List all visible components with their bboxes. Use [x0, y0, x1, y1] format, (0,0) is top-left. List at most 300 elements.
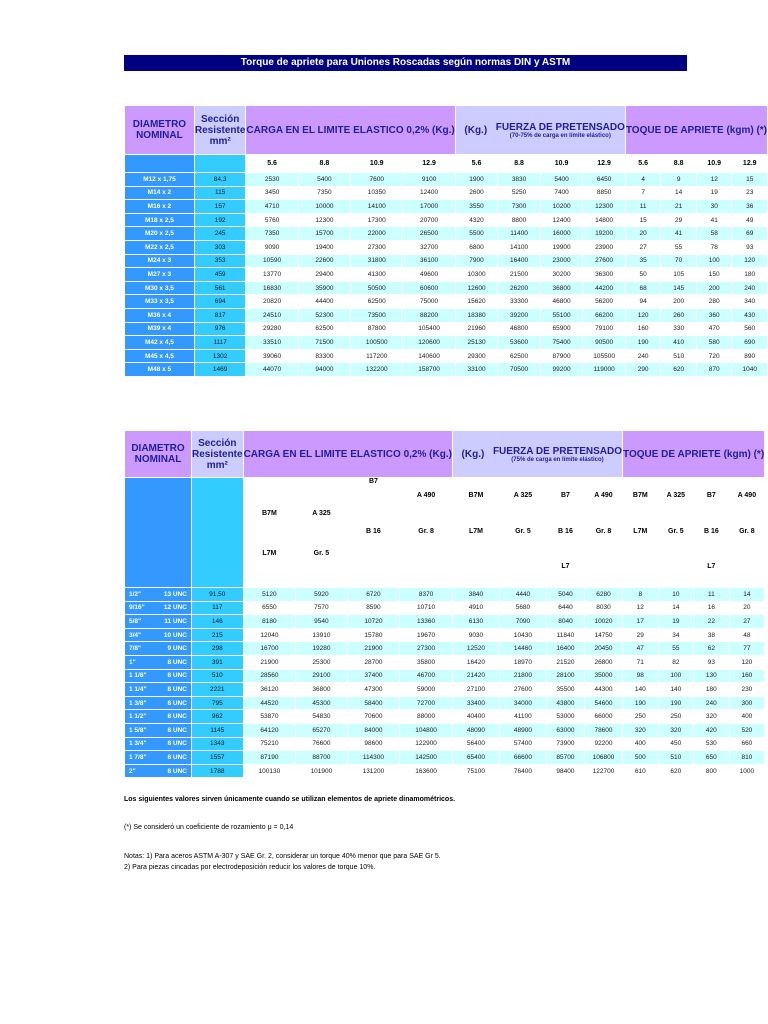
value-cell: 12520	[453, 642, 499, 655]
value-cell: 87190	[244, 751, 296, 764]
value-cell: 18380	[456, 309, 498, 322]
value-cell: 79100	[583, 323, 625, 336]
value-cell: 78	[697, 241, 732, 254]
diameter-size: 1 7/8"	[129, 753, 147, 761]
value-cell: 20450	[585, 642, 622, 655]
note-dinamometricos: Los siguientes valores sirven únicamente cuando se utilizan elementos de apriete dinamométricos.	[124, 796, 456, 803]
value-cell: 12600	[456, 282, 498, 295]
value-cell: 10710	[400, 602, 452, 615]
table-row	[125, 323, 767, 336]
value-cell: 48900	[500, 724, 546, 737]
diameter-cell	[125, 629, 191, 642]
value-cell: 122900	[400, 738, 452, 751]
value-cell: 35	[626, 255, 661, 268]
value-cell: 44520	[244, 697, 296, 710]
seccion-header: Sección Resistente mm²	[192, 431, 243, 477]
note-rozamiento: (*) Se consideró un coeficiente de rozamiento μ = 0,14	[124, 824, 294, 831]
value-cell: 660	[730, 738, 765, 751]
diameter-cell	[125, 724, 191, 737]
value-cell: 530	[694, 738, 729, 751]
fuerza-header: (Kg.) FUERZA DE PRETENSADO (75% de carga en límite elástico)	[453, 431, 622, 477]
value-cell: 130	[694, 670, 729, 683]
grade-spacer	[195, 155, 246, 172]
value-cell: 13360	[400, 615, 452, 628]
din-torque-table	[124, 105, 768, 377]
diameter-cell	[125, 670, 191, 683]
value-cell: 240	[626, 350, 661, 363]
table-row	[125, 350, 767, 363]
value-cell: 29280	[246, 323, 297, 336]
value-cell: 330	[661, 323, 696, 336]
value-cell: 200	[661, 295, 696, 308]
value-cell: 53000	[547, 710, 584, 723]
value-cell: 48	[730, 629, 765, 642]
value-cell: 420	[694, 724, 729, 737]
value-cell: 976	[195, 323, 246, 336]
value-cell: 8	[623, 588, 658, 601]
value-cell: 1469	[195, 363, 246, 376]
table-row	[125, 241, 767, 254]
value-cell: 200	[697, 282, 732, 295]
value-cell: 22	[694, 615, 729, 628]
value-cell: 1117	[195, 336, 246, 349]
value-cell: 66200	[583, 309, 625, 322]
value-cell: 36300	[583, 268, 625, 281]
value-cell: 250	[623, 710, 658, 723]
value-cell: 55	[659, 642, 694, 655]
value-cell: 77	[730, 642, 765, 655]
value-cell: 16400	[547, 642, 584, 655]
grade-blank	[547, 583, 584, 587]
value-cell: 12400	[403, 187, 454, 200]
value-cell: 720	[697, 350, 732, 363]
value-cell: 180	[694, 683, 729, 696]
kg-label: (Kg.)	[461, 448, 485, 460]
diameter-wrap	[125, 754, 191, 761]
value-cell: 8370	[400, 588, 452, 601]
value-cell: 75210	[244, 738, 296, 751]
value-cell: 93	[694, 656, 729, 669]
value-cell: 470	[697, 323, 732, 336]
value-cell: 5040	[547, 588, 584, 601]
diameter-cell	[125, 656, 191, 669]
value-cell: 817	[195, 309, 246, 322]
value-cell: 41	[697, 214, 732, 227]
value-cell: 58400	[348, 697, 400, 710]
value-cell: 44400	[299, 295, 350, 308]
thread-type: 8 UNC	[167, 685, 187, 693]
diameter-cell	[125, 738, 191, 751]
value-cell: 131200	[348, 765, 400, 778]
grade-header: 8.8	[661, 155, 696, 172]
value-cell: 29	[623, 629, 658, 642]
value-cell: 10350	[351, 187, 402, 200]
value-cell: 87800	[351, 323, 402, 336]
value-cell: 1343	[192, 738, 243, 751]
value-cell: 459	[195, 268, 246, 281]
value-cell: 19280	[296, 642, 346, 655]
grade-b7m: B7M	[453, 478, 499, 513]
value-cell: 46800	[541, 295, 583, 308]
value-cell: 21	[661, 200, 696, 213]
value-cell: 520	[730, 724, 765, 737]
grade-b7: B7	[348, 478, 400, 513]
value-cell: 7900	[456, 255, 498, 268]
value-cell: 36800	[541, 282, 583, 295]
diameter-cell	[125, 615, 191, 628]
diametro-header: DIAMETRO NOMINAL	[125, 106, 194, 154]
value-cell: 104800	[400, 724, 452, 737]
value-cell: 27300	[351, 241, 402, 254]
value-cell: 66000	[585, 710, 622, 723]
value-cell: 36800	[296, 683, 346, 696]
table-row	[125, 656, 764, 669]
value-cell: 84000	[348, 724, 400, 737]
value-cell: 10300	[456, 268, 498, 281]
value-cell: 33100	[456, 363, 498, 376]
diameter-size: 1 3/4"	[129, 740, 147, 748]
value-cell: 62	[694, 642, 729, 655]
value-cell: 450	[659, 738, 694, 751]
value-cell: 16700	[244, 642, 296, 655]
grade-b7: B7	[694, 478, 729, 513]
value-cell: 24510	[246, 309, 297, 322]
grade-gr8: Gr. 8	[400, 514, 452, 549]
table-row	[125, 738, 764, 751]
value-cell: 27	[730, 615, 765, 628]
note-cincadas: 2) Para piezas cincadas por electrodeposición reducir los valores de torque 10%.	[124, 864, 376, 871]
value-cell: 690	[732, 336, 767, 349]
value-cell: 9030	[453, 629, 499, 642]
value-cell: 84,3	[195, 173, 246, 186]
thread-type: 8 UNC	[167, 753, 187, 761]
value-cell: 7570	[296, 602, 346, 615]
value-cell: 71	[623, 656, 658, 669]
value-cell: 36	[732, 200, 767, 213]
value-cell: 800	[694, 765, 729, 778]
grade-header: 5.6	[246, 155, 297, 172]
value-cell: 88200	[403, 309, 454, 322]
table-row	[125, 615, 764, 628]
value-cell: 4320	[456, 214, 498, 227]
value-cell: 73900	[547, 738, 584, 751]
thread-type: 8 UNC	[167, 672, 187, 680]
value-cell: 55	[661, 241, 696, 254]
grade-a325: A 325	[659, 478, 694, 513]
table-row	[125, 363, 767, 376]
value-cell: 105	[661, 268, 696, 281]
value-cell: 41300	[351, 268, 402, 281]
grade-header: 10.9	[541, 155, 583, 172]
value-cell: 298	[192, 642, 243, 655]
value-cell: 391	[192, 656, 243, 669]
table-row	[125, 173, 767, 186]
value-cell: 20820	[246, 295, 297, 308]
diameter-cell	[125, 602, 191, 615]
grade-b7m: B7M	[244, 478, 296, 549]
diameter-size: 3/4"	[129, 631, 142, 639]
diameter-wrap	[125, 604, 191, 611]
value-cell: 115	[195, 187, 246, 200]
value-cell: 19900	[541, 241, 583, 254]
value-cell: 16000	[541, 227, 583, 240]
value-cell: 14	[730, 588, 765, 601]
value-cell: 122700	[585, 765, 622, 778]
value-cell: 40400	[453, 710, 499, 723]
value-cell: 30	[697, 200, 732, 213]
value-cell: 10000	[299, 200, 350, 213]
value-cell: 11	[626, 200, 661, 213]
diameter-size: 1 5/8"	[129, 726, 147, 734]
grade-b7m: B7M	[623, 478, 658, 513]
table-row	[125, 765, 764, 778]
diameter-cell: M36 x 4	[125, 309, 194, 322]
value-cell: 17	[623, 615, 658, 628]
value-cell: 20	[626, 227, 661, 240]
value-cell: 87900	[541, 350, 583, 363]
value-cell: 5920	[296, 588, 346, 601]
value-cell: 1557	[192, 751, 243, 764]
value-cell: 6130	[453, 615, 499, 628]
value-cell: 163600	[400, 765, 452, 778]
value-cell: 320	[623, 724, 658, 737]
table-row	[125, 227, 767, 240]
value-cell: 10200	[541, 200, 583, 213]
value-cell: 120600	[403, 336, 454, 349]
value-cell: 6550	[244, 602, 296, 615]
value-cell: 31800	[351, 255, 402, 268]
value-cell: 120	[732, 255, 767, 268]
value-cell: 21420	[453, 670, 499, 683]
value-cell: 26800	[585, 656, 622, 669]
value-cell: 260	[661, 309, 696, 322]
value-cell: 41100	[500, 710, 546, 723]
value-cell: 6800	[456, 241, 498, 254]
value-cell: 56400	[453, 738, 499, 751]
grade-l7: L7	[547, 550, 584, 582]
value-cell: 5680	[500, 602, 546, 615]
grade-gr8: Gr. 8	[730, 514, 765, 549]
value-cell: 9090	[246, 241, 297, 254]
value-cell: 21800	[500, 670, 546, 683]
value-cell: 69	[732, 227, 767, 240]
value-cell: 70600	[348, 710, 400, 723]
value-cell: 8040	[547, 615, 584, 628]
toque-header: TOQUE DE APRIETE (kgm) (*)	[623, 431, 764, 477]
value-cell: 119000	[583, 363, 625, 376]
value-cell: 27600	[500, 683, 546, 696]
value-cell: 340	[732, 295, 767, 308]
diameter-cell	[125, 765, 191, 778]
value-cell: 75000	[403, 295, 454, 308]
value-cell: 180	[732, 268, 767, 281]
value-cell: 12	[623, 602, 658, 615]
value-cell: 320	[694, 710, 729, 723]
value-cell: 510	[661, 350, 696, 363]
value-cell: 105400	[403, 323, 454, 336]
value-cell: 65270	[296, 724, 346, 737]
value-cell: 117	[192, 602, 243, 615]
thread-type: 11 UNC	[164, 617, 187, 625]
value-cell: 54830	[296, 710, 346, 723]
value-cell: 53600	[498, 336, 540, 349]
value-cell: 2600	[456, 187, 498, 200]
value-cell: 14750	[585, 629, 622, 642]
diameter-cell: M33 x 3,5	[125, 295, 194, 308]
table-row	[125, 697, 764, 710]
grade-b16: B 16	[547, 514, 584, 549]
value-cell: 17300	[351, 214, 402, 227]
grade-header: 5.6	[626, 155, 661, 172]
value-cell: 16400	[498, 255, 540, 268]
value-cell: 21960	[456, 323, 498, 336]
diameter-cell: M12 x 1,75	[125, 173, 194, 186]
seccion-header: Sección Resistente mm²	[195, 106, 246, 154]
value-cell: 90500	[583, 336, 625, 349]
value-cell: 65400	[453, 751, 499, 764]
value-cell: 7	[626, 187, 661, 200]
diameter-cell: M27 x 3	[125, 268, 194, 281]
value-cell: 44200	[583, 282, 625, 295]
value-cell: 3830	[498, 173, 540, 186]
table-row	[125, 282, 767, 295]
value-cell: 33300	[498, 295, 540, 308]
value-cell: 55100	[541, 309, 583, 322]
diameter-wrap	[125, 727, 191, 734]
value-cell: 78600	[585, 724, 622, 737]
value-cell: 39060	[246, 350, 297, 363]
diameter-wrap	[125, 768, 191, 775]
table-row	[125, 629, 764, 642]
value-cell: 35500	[547, 683, 584, 696]
table-row	[125, 602, 764, 615]
diameter-wrap	[125, 672, 191, 679]
table-row	[125, 588, 764, 601]
diameter-size: 1 3/8"	[129, 699, 147, 707]
grade-l7m: L7M	[623, 514, 658, 549]
value-cell: 76600	[296, 738, 346, 751]
grade-b16: B 16	[348, 514, 400, 549]
table-row	[125, 683, 764, 696]
diameter-cell	[125, 588, 191, 601]
value-cell: 4910	[453, 602, 499, 615]
diameter-cell	[125, 751, 191, 764]
table-row	[125, 295, 767, 308]
value-cell: 15	[732, 173, 767, 186]
value-cell: 5400	[299, 173, 350, 186]
grade-spacer	[125, 478, 191, 587]
value-cell: 430	[732, 309, 767, 322]
value-cell: 3550	[456, 200, 498, 213]
diameter-wrap	[125, 686, 191, 693]
thread-type: 8 UNC	[167, 740, 187, 748]
value-cell: 98600	[348, 738, 400, 751]
grade-blank	[453, 550, 499, 587]
diameter-cell: M30 x 3,5	[125, 282, 194, 295]
diameter-cell	[125, 697, 191, 710]
value-cell: 32700	[403, 241, 454, 254]
value-cell: 14	[661, 187, 696, 200]
value-cell: 94000	[299, 363, 350, 376]
diameter-size: 2"	[129, 767, 136, 775]
value-cell: 88700	[296, 751, 346, 764]
grade-blank	[694, 583, 729, 587]
grade-blank	[585, 550, 622, 587]
value-cell: 76400	[500, 765, 546, 778]
value-cell: 28700	[348, 656, 400, 669]
value-cell: 962	[192, 710, 243, 723]
table-row	[125, 751, 764, 764]
value-cell: 4	[626, 173, 661, 186]
grade-blank	[348, 550, 400, 587]
value-cell: 47	[623, 642, 658, 655]
value-cell: 140	[623, 683, 658, 696]
value-cell: 57400	[500, 738, 546, 751]
value-cell: 6280	[585, 588, 622, 601]
value-cell: 27300	[400, 642, 452, 655]
diameter-cell: M20 x 2,5	[125, 227, 194, 240]
value-cell: 561	[195, 282, 246, 295]
value-cell: 18970	[500, 656, 546, 669]
value-cell: 46700	[400, 670, 452, 683]
table-row	[125, 268, 767, 281]
value-cell: 100130	[244, 765, 296, 778]
value-cell: 93	[732, 241, 767, 254]
value-cell: 13910	[296, 629, 346, 642]
value-cell: 62500	[498, 350, 540, 363]
grade-gr5: Gr. 5	[500, 514, 546, 549]
grade-l7m: L7M	[453, 514, 499, 549]
value-cell: 120	[730, 656, 765, 669]
value-cell: 192	[195, 214, 246, 227]
value-cell: 7350	[246, 227, 297, 240]
diameter-cell	[125, 642, 191, 655]
value-cell: 21900	[348, 642, 400, 655]
value-cell: 13770	[246, 268, 297, 281]
value-cell: 14100	[351, 200, 402, 213]
diameter-size: 1 1/4"	[129, 685, 147, 693]
diameter-size: 7/8"	[129, 645, 142, 653]
grade-a490: A 490	[585, 478, 622, 513]
value-cell: 28560	[244, 670, 296, 683]
diameter-wrap	[125, 591, 191, 598]
value-cell: 60600	[403, 282, 454, 295]
value-cell: 7350	[299, 187, 350, 200]
value-cell: 14800	[583, 214, 625, 227]
value-cell: 146	[192, 615, 243, 628]
value-cell: 34	[659, 629, 694, 642]
value-cell: 5760	[246, 214, 297, 227]
value-cell: 7400	[541, 187, 583, 200]
value-cell: 190	[626, 336, 661, 349]
value-cell: 45300	[296, 697, 346, 710]
value-cell: 6450	[583, 173, 625, 186]
value-cell: 20	[730, 602, 765, 615]
value-cell: 19	[659, 615, 694, 628]
value-cell: 101900	[296, 765, 346, 778]
toque-header: TOQUE DE APRIETE (kgm) (*)	[626, 106, 767, 154]
value-cell: 16830	[246, 282, 297, 295]
value-cell: 100	[659, 670, 694, 683]
table-row	[125, 255, 767, 268]
grade-header: 12.9	[403, 155, 454, 172]
value-cell: 23000	[541, 255, 583, 268]
diameter-size: 1 1/8"	[129, 672, 147, 680]
value-cell: 650	[694, 751, 729, 764]
value-cell: 62500	[299, 323, 350, 336]
value-cell: 38	[694, 629, 729, 642]
thread-type: 13 UNC	[163, 590, 187, 598]
